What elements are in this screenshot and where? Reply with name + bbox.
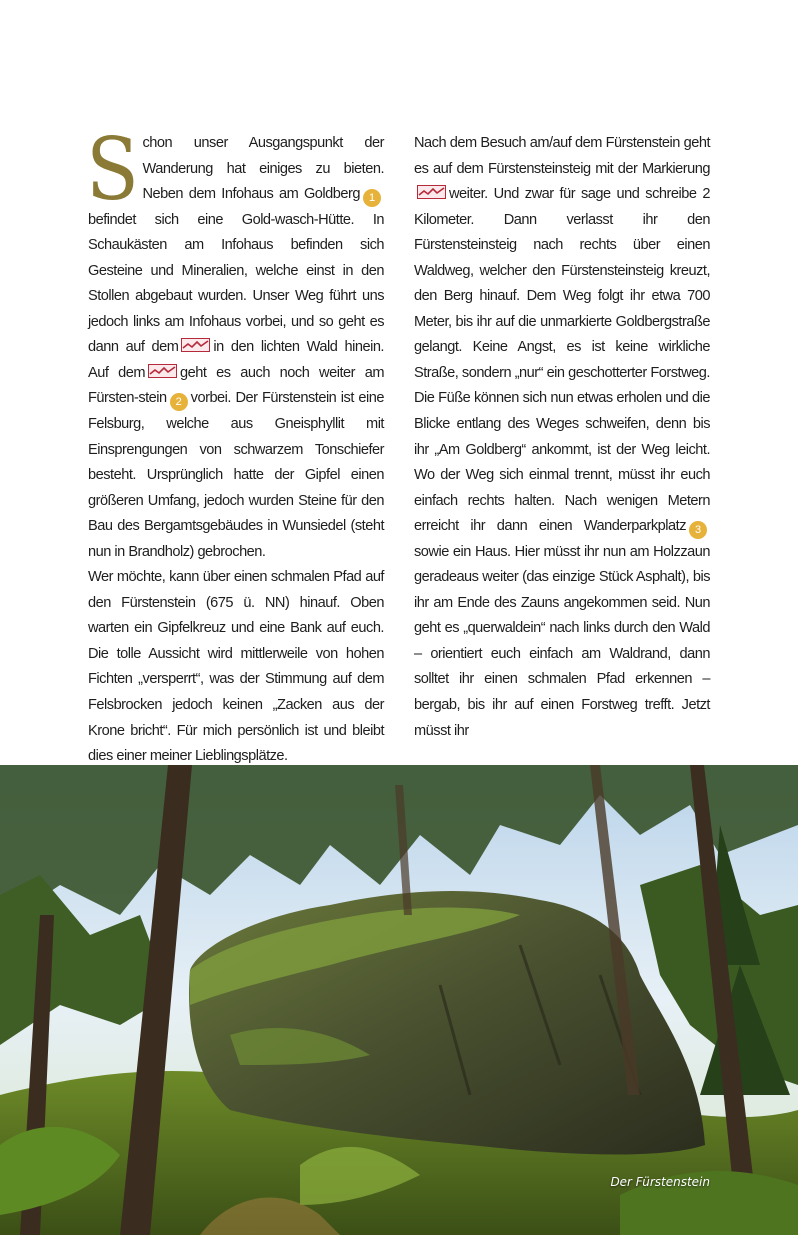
text-column-right [414, 131, 710, 744]
text-run: Die Füße können sich nun etwas erholen und die Blicke entlang des Weges schweifen, denn bis ihr „Am Goldberg“ ankommt, ist der Weg leicht. Wo der Weg sich einmal trennt, müsst ihr euch einfach rechts halten. Nach wenigen Metern erreicht ihr dann einen Wanderparkplatz [414, 390, 710, 535]
text-run: geht es auch noch weiter am Fürsten-stein [88, 364, 384, 407]
paragraph [86, 120, 384, 565]
text-run: befindet sich eine Gold-wasch-Hütte. In Schaukästen am Infohaus befinden sich Gesteine und Mineralien, welche einst in den Stollen abgebaut wurden. Unser Weg führt uns jedoch links am Infohaus vorbei, und so geht es dann auf dem [88, 211, 384, 356]
paragraph [414, 131, 710, 386]
text-run: vorbei. Der Fürstenstein ist eine Felsburg, welche aus Gneisphyllit mit Einsprengungen von schwarzem Tonschiefer besteht. Ursprünglich hatte der Gipfel einen größeren Umfang, jedoch wurden Steine für den Bau des Bergamtsgebäudes in Wunsiedel (steht nun in Brandholz) gebrochen. [88, 390, 384, 560]
text-run: sowie ein Haus. Hier müsst ihr nun am Holzzaun geradeaus weiter (das einzige Stück Asphalt), bis ihr am Ende des Zauns angekommen seid. Nun geht es „querwaldein“ nach links durch den Wald – orientiert euch einfach am Waldrand, dann solltet ihr einen schmalen Pfad erkennen – bergab, bis ihr auf einen Forstweg trefft. Jetzt müsst ihr [414, 543, 710, 739]
trail-marker-icon [417, 185, 446, 199]
drop-cap: S [86, 120, 139, 220]
photo-illustration [0, 765, 798, 1235]
forest-rock-photo [0, 765, 798, 1235]
trail-marker-icon [181, 338, 210, 352]
paragraph [414, 386, 710, 744]
trail-marker-icon [148, 364, 177, 378]
paragraph: Wer möchte, kann über einen schmalen Pfad auf den Fürstenstein (675 ü. NN) hinauf. Oben warten ein Gipfelkreuz und eine Bank auf euch. Die tolle Aussicht wird mittlerweile von hohen Fichten „versperrt“, was der Stimmung auf dem Felsbrocken jedoch keinen „Zacken aus der Krone bricht“. Für mich persönlich ist und bleibt dies einer meiner Lieblingsplätze. [88, 569, 384, 765]
text-run: Nach dem Besuch am/auf dem Fürstenstein geht es auf dem Fürstensteinsteig mit der Markierung [414, 135, 710, 177]
photo-caption: Der Fürstenstein [610, 1175, 710, 1189]
waypoint-1-badge: 1 [363, 189, 381, 207]
text-column-left [86, 120, 384, 770]
text-run: chon unser Ausgangspunkt der Wanderung hat einiges zu bieten. Neben dem Infohaus am Goldberg [142, 135, 384, 203]
text-run: in den lichten Wald hinein. Auf dem [88, 339, 384, 381]
waypoint-2-badge: 2 [170, 393, 188, 411]
waypoint-3-badge: 3 [689, 521, 707, 539]
text-run: weiter. Und zwar für sage und schreibe 2 Kilometer. Dann verlasst ihr den Fürstensteinsteig nach rechts über einen Waldweg, welcher den Fürstensteinsteig kreuzt, den Berg hinauf. Dem Weg folgt ihr etwa 700 Meter, bis ihr auf die unmarkierte Goldbergstraße gelangt. Keine Angst, es ist keine wirkliche Straße, sondern „nur“ ein geschotterter Forstweg. [414, 186, 710, 381]
